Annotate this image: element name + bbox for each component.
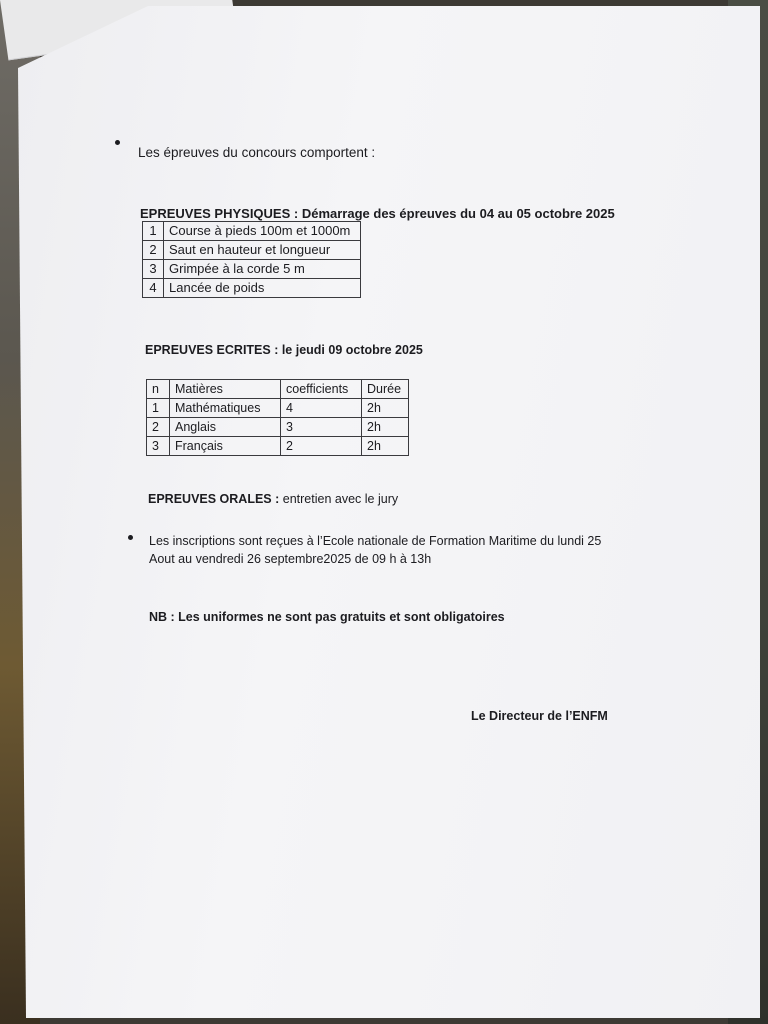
physical-cell-name: Course à pieds 100m et 1000m <box>164 222 361 241</box>
written-cell: 2h <box>362 399 409 418</box>
table-header-row <box>147 380 409 399</box>
physical-heading-rest: Démarrage des épreuves du 04 au 05 octobre 2025 <box>301 206 615 221</box>
intro-text: Les épreuves du concours comportent : <box>138 145 376 160</box>
note-text <box>149 610 505 624</box>
registration-line-1: Les inscriptions sont reçues à l’Ecole nationale de Formation Maritime du lundi 25 <box>149 534 602 548</box>
physical-cell-name: Grimpée à la corde 5 m <box>164 260 361 279</box>
written-cell: 2 <box>147 418 170 437</box>
physical-heading-label: EPREUVES PHYSIQUES : <box>140 206 299 221</box>
written-cell: 4 <box>281 399 362 418</box>
written-col-duration: Durée <box>362 380 409 399</box>
physical-cell-name: Saut en hauteur et longueur <box>164 241 361 260</box>
registration-line-2: Aout au vendredi 26 septembre2025 de 09 h à 13h <box>149 552 432 566</box>
table-row <box>143 222 361 241</box>
physical-cell-n: 2 <box>143 241 164 260</box>
table-row <box>143 241 361 260</box>
oral-heading-label: EPREUVES ORALES : <box>148 492 280 506</box>
written-cell: 2 <box>281 437 362 456</box>
physical-heading <box>140 206 615 221</box>
written-cell: Anglais <box>170 418 281 437</box>
physical-cell-n: 3 <box>143 260 164 279</box>
written-cell: 1 <box>147 399 170 418</box>
written-table <box>146 379 409 456</box>
physical-cell-n: 4 <box>143 279 164 298</box>
written-col-subject: Matières <box>170 380 281 399</box>
intro-bullet <box>115 140 120 145</box>
written-cell: 2h <box>362 437 409 456</box>
oral-heading-rest: entretien avec le jury <box>282 492 399 506</box>
table-row <box>147 418 409 437</box>
registration-bullet <box>128 535 133 540</box>
written-cell: Français <box>170 437 281 456</box>
table-row <box>147 399 409 418</box>
signature-text: Le Directeur de l’ENFM <box>471 709 608 723</box>
written-heading <box>145 343 423 357</box>
physical-cell-name: Lancée de poids <box>164 279 361 298</box>
note-text-bold: NB : Les uniformes ne sont pas gratuits et sont obligatoires <box>149 610 505 624</box>
written-cell: 3 <box>147 437 170 456</box>
table-row <box>143 279 361 298</box>
oral-heading <box>148 492 398 506</box>
written-col-n: n <box>147 380 170 399</box>
signature <box>471 709 608 723</box>
table-row <box>147 437 409 456</box>
written-cell: Mathématiques <box>170 399 281 418</box>
physical-table <box>142 221 361 298</box>
written-cell: 2h <box>362 418 409 437</box>
written-heading-text: EPREUVES ECRITES : le jeudi 09 octobre 2025 <box>145 343 423 357</box>
table-row <box>143 260 361 279</box>
physical-cell-n: 1 <box>143 222 164 241</box>
written-col-coefficient: coefficients <box>281 380 362 399</box>
written-cell: 3 <box>281 418 362 437</box>
